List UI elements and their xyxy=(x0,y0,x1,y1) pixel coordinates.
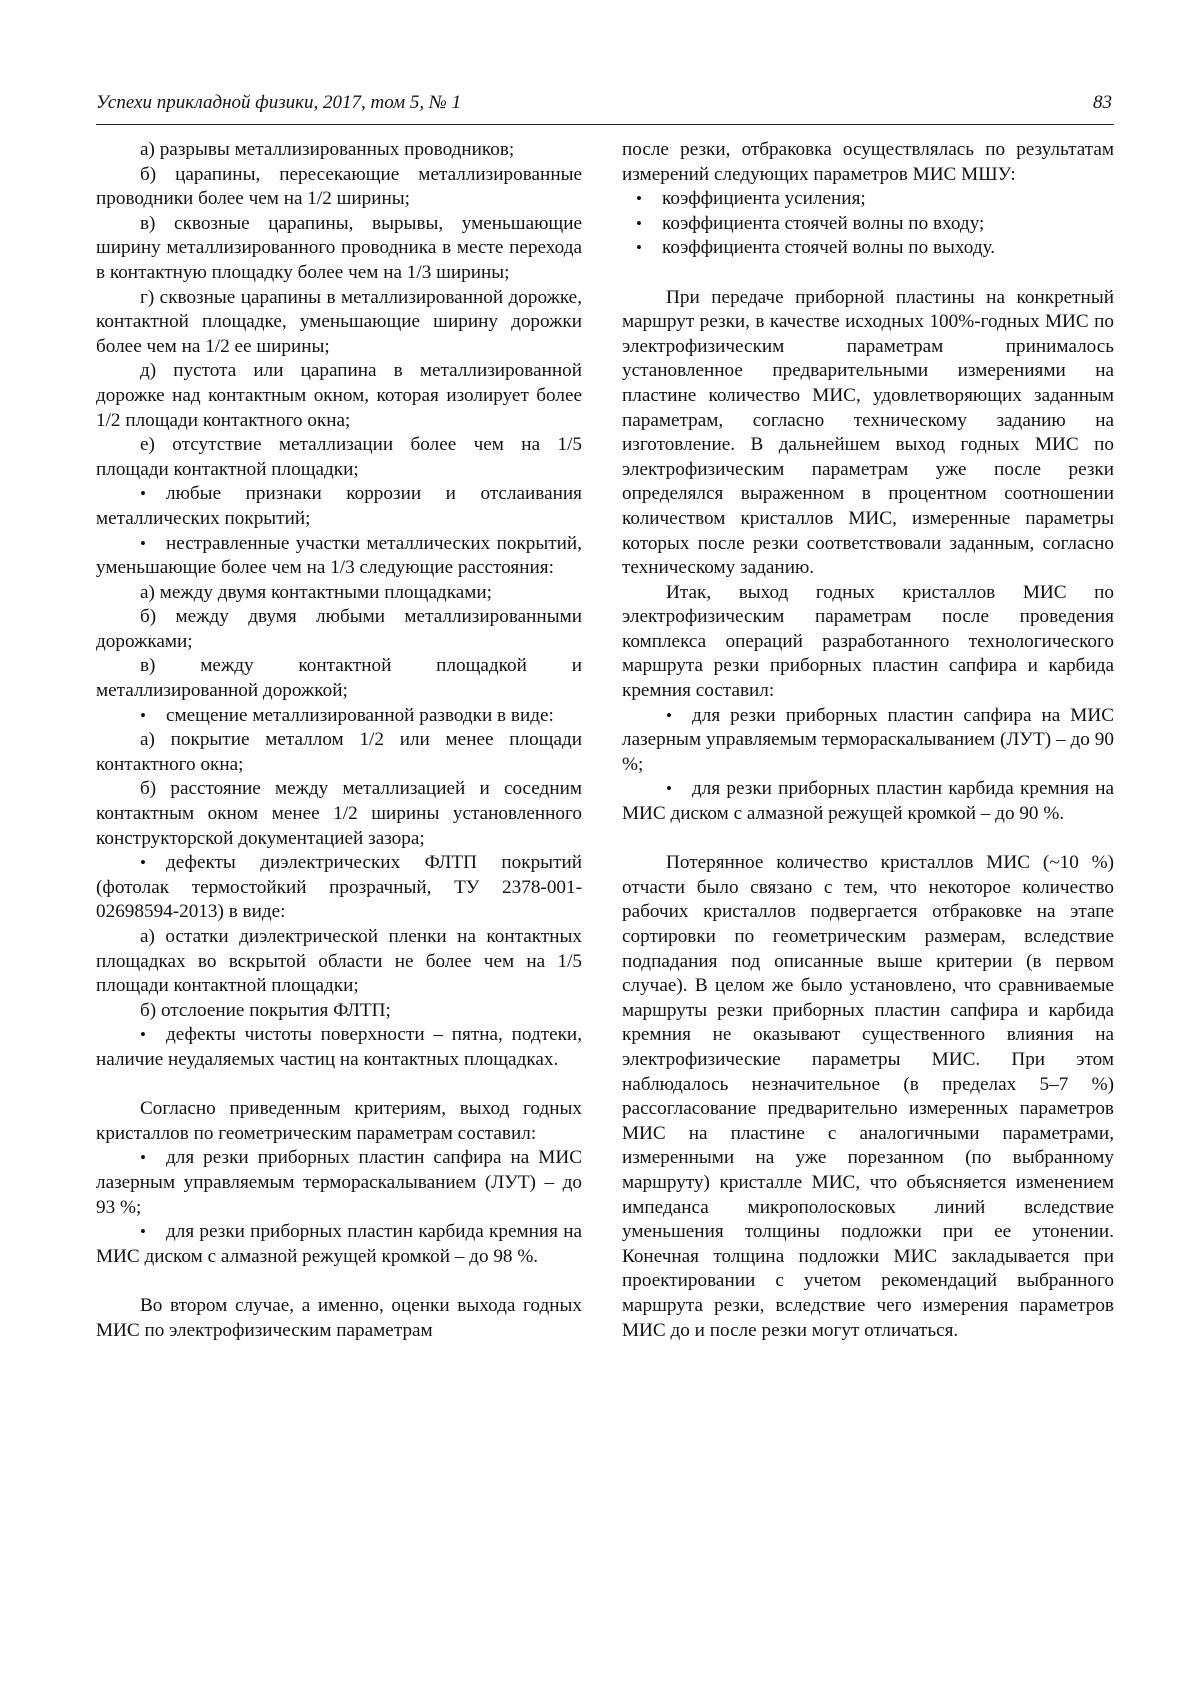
list-item: в) между контактной площадкой и металлизированной дорожкой; xyxy=(96,655,582,702)
bullet-item: • дефекты чистоты поверхности – пятна, подтеки, наличие неудаляемых частиц на контактных площадках. xyxy=(96,1023,582,1072)
list-item: а) между двумя контактными площадками; xyxy=(140,581,492,603)
paragraph-second-case: Во втором случае, а именно, оценки выхода годных МИС по электрофизическим параметрам xyxy=(96,1294,582,1341)
bullet-item: • для резки приборных пластин сапфира на МИС лазерным управляемым термораскалыванием (ЛУТ) – до 93 %; xyxy=(96,1146,582,1220)
list-item: а) разрывы металлизированных проводников; xyxy=(140,139,515,160)
list-item: б) отслоение покрытия ФЛТП; xyxy=(140,999,391,1021)
bullet-item: • для резки приборных пластин карбида кремния на МИС диском с алмазной режущей кромкой – до 90 %. xyxy=(622,777,1114,826)
list-item: а) покрытие металлом 1/2 или менее площади контактного окна; xyxy=(96,729,582,775)
list-item: б) между двумя любыми металлизированными дорожками; xyxy=(96,606,582,652)
journal-title: Успехи прикладной физики, 2017, том 5, № 1 xyxy=(96,92,462,113)
list-item: б) расстояние между металлизацией и соседним контактным окном менее 1/2 ширины установленного конструкторской документацией зазора; xyxy=(96,778,582,849)
bullet-item: • коэффициента стоячей волны по входу; xyxy=(662,212,1114,237)
running-header xyxy=(96,88,1114,125)
bullet-item: • дефекты диэлектрических ФЛТП покрытий (фотолак термостойкий прозрачный, ТУ 2378-001-02698594-2013) в виде: xyxy=(96,851,582,925)
bullet-item: • для резки приборных пластин сапфира на МИС лазерным управляемым термораскалыванием (ЛУТ) – до 90 %; xyxy=(622,704,1114,778)
right-column xyxy=(622,138,1114,1343)
list-item: в) сквозные царапины, вырывы, уменьшающие ширину металлизированного проводника в месте перехода в контактную площадку более чем на 1/3 ширины; xyxy=(96,212,582,283)
bullet-item: • любые признаки коррозии и отслаивания металлических покрытий; xyxy=(96,482,582,531)
list-item: г) сквозные царапины в металлизированной дорожке, контактной площадке, уменьшающие ширину дорожки более чем на 1/2 ее ширины; xyxy=(96,286,582,357)
paragraph-lost-crystals: Потерянное количество кристаллов МИС (~10 %) отчасти было связано с тем, что некоторое количество рабочих кристаллов подвергается отбраковке на этапе сортировки по геометрическим размерам, вследствие подпадания под описанные выше критерии (в первом случае). В целом же было установлено, что сравниваемые маршруты резки приборных пластин сапфира и карбида кремния не оказывают существенного влияния на электрофизические параметры МИС. При этом наблюдалось незначительное (в пределах 5–7 %) рассогласование предварительно измеренных параметров МИС на пластине с аналогичными параметрами, измеренными на уже порезанном (по выбранному маршруту) кристалле МИС, что объясняется изменением импеданса микрополосковых линий вследствие уменьшения толщины подложки при ее утонении. Конечная толщина подложки МИС закладывается при проектировании с учетом рекомендаций выбранного маршрута резки, вследствие чего измерения параметров МИС до и после резки могут отличаться. xyxy=(622,852,1114,1341)
bullet-item: • смещение металлизированной разводки в виде: xyxy=(96,704,582,729)
page-number: 83 xyxy=(1093,92,1112,113)
paragraph-transfer: При передаче приборной пластины на конкретный маршрут резки, в качестве исходных 100%-годных МИС по электрофизическим параметрам принималось установленное предварительными измерениями на пластине количество МИС, удовлетворяющих заданным параметрам, согласно техническому заданию на изготовление. В дальнейшем выход годных МИС по электрофизическим параметрам уже после резки определялся выраженном в процентном соотношении количеством кристаллов МИС, измеренные параметры которых после резки соответствовали заданным, согласно техническому заданию. xyxy=(622,286,1114,579)
left-column xyxy=(96,138,582,1343)
bullet-item: • для резки приборных пластин карбида кремния на МИС диском с алмазной режущей кромкой – до 98 %. xyxy=(96,1220,582,1269)
list-item: б) царапины, пересекающие металлизированные проводники более чем на 1/2 ширины; xyxy=(96,163,582,210)
paragraph-geometric-yield: Согласно приведенным критериям, выход годных кристаллов по геометрическим параметрам составил: xyxy=(96,1098,582,1144)
list-item: а) остатки диэлектрической пленки на контактных площадках во вскрытой области не более чем на 1/5 площади контактной площадки; xyxy=(96,926,582,997)
list-item: е) отсутствие металлизации более чем на 1/5 площади контактной площадки; xyxy=(96,434,582,480)
list-item: д) пустота или царапина в металлизированной дорожке над контактным окном, которая изолирует более 1/2 площади контактного окна; xyxy=(96,360,582,431)
paragraph-itak: Итак, выход годных кристаллов МИС по электрофизическим параметрам после проведения комплекса операций разработанного технологического маршрута резки приборных пластин сапфира и карбида кремния составил: xyxy=(622,581,1114,702)
bullet-item: • коэффициента стоячей волны по выходу. xyxy=(662,236,1114,261)
bullet-item: • нестравленные участки металлических покрытий, уменьшающие более чем на 1/3 следующие расстояния: xyxy=(96,532,582,581)
paragraph-continued: после резки, отбраковка осуществлялась по результатам измерений следующих параметров МИС МШУ: xyxy=(622,139,1114,185)
bullet-item: • коэффициента усиления; xyxy=(662,187,1114,212)
